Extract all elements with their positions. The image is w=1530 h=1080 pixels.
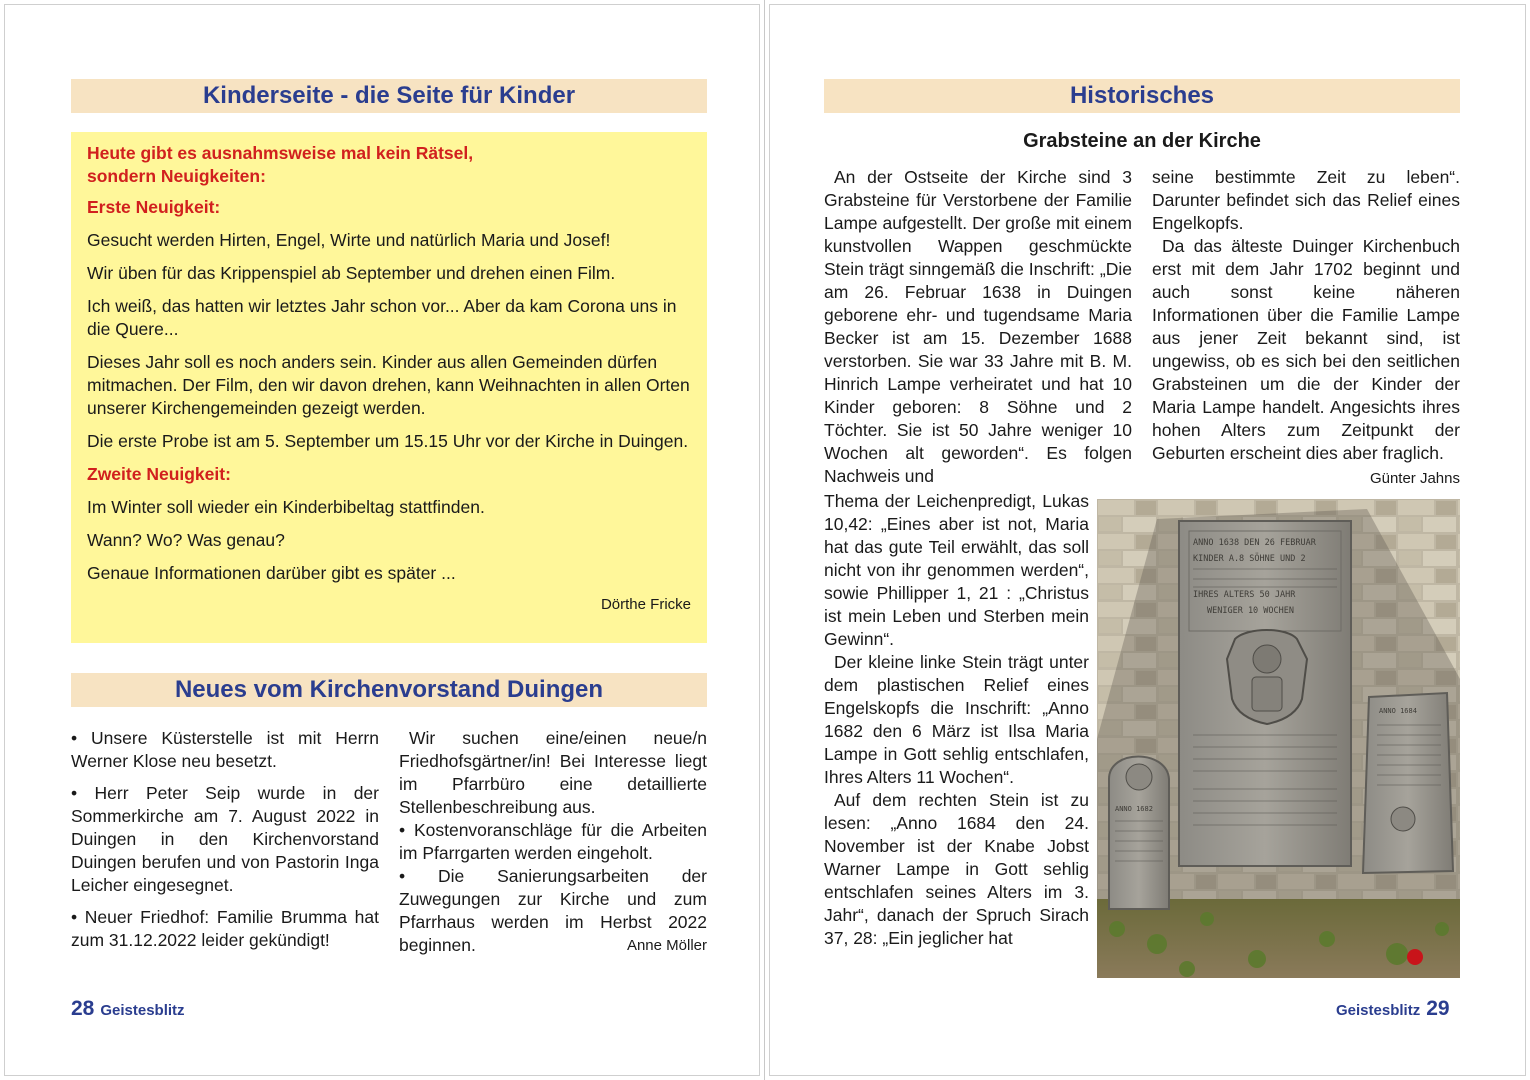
stone-inscription: ANNO 1638 DEN 26 FEBRUAR [1193,538,1316,548]
historisches-heading [824,79,1460,113]
history-paragraph [1152,235,1460,487]
gravestones-illustration [1097,499,1460,978]
stone-inscription: ANNO 1684 [1379,707,1417,715]
list-item: • Neuer Friedhof: Familie Brumma hat zum 31.12.2022 leider gekündigt! [71,907,379,950]
kinder-author: Dörthe Fricke [600,596,691,613]
kinder-paragraph: Gesucht werden Hirten, Engel, Wirte und natürlich Maria und Josef! [87,230,611,250]
history-paragraph: seine bestimmte Zeit zu leben“. Darunter befindet sich das Relief eines Engelkopfs. [1152,167,1460,233]
list-item-text: • Die Sanierungsarbeiten der Zuwegungen zur Kirche und zum Pfarrhaus werden im Herbst 2022 beginnen. [399,866,707,955]
kinderseite-heading-text: Kinderseite - die Seite für Kinder [202,82,576,109]
history-col-left-upper [824,166,1132,488]
stone-inscription: IHRES ALTERS 50 JAHR [1193,590,1296,600]
kinder-paragraph: Wir üben für das Krippenspiel ab September und drehen einen Film. [87,263,616,283]
history-paragraph-text: Da das älteste Duinger Kirchenbuch erst mit dem Jahr 1702 beginnt und auch sonst keine näheren Informationen über die Familie Lampe aus jener Zeit bekannt sind, ist ungewiss, ob es sich bei den seitlichen Grabsteinen um die der Kinder der Maria Lampe handelt. Angesichts ihres hohen Alters zum Zeitpunkt der Geburten erscheint dies aber fraglich. [1152,236,1460,463]
history-paragraph: An der Ostseite der Kirche sind 3 Grabsteine für Verstorbene der Familie Lampe aufgestellt. Der große mit einem kunstvollen Wappen geschmückte Stein trägt sinngemäß die Inschrift: „Die am 26. Februar 1638 in Duingen geborene ehr- und tugendsame Maria Becker ist am 15. Dezember 1688 verstorben. Sie war 33 Jahre mit B. M. Hinrich Lampe verheiratet und hat 10 Kinder geboren: 8 Söhne und 2 Töchter. Sie ist 50 Jahre weniger 10 Wochen alt geworden“. Es folgen Nachweis und [824,167,1132,486]
page-number: 29 [1426,997,1450,1020]
kirchenvorstand-author: Anne Möller [626,937,707,954]
list-item: • Kostenvoranschläge für die Arbeiten im Pfarrgarten werden eingeholt. [399,820,707,863]
list-item: • Herr Peter Seip wurde in der Sommerkirche am 7. August 2022 in Duingen in den Kirchenvorstand Duingen berufen und von Pastorin Inga Leicher eingesegnet. [71,783,379,895]
second-news-heading: Zweite Neuigkeit: [87,464,231,484]
stone-inscription: WENIGER 10 WOCHEN [1207,606,1294,616]
magazine-name: Geistesblitz [100,1002,185,1019]
kinderseite-heading [71,79,707,113]
history-paragraph: Thema der Leichenpredigt, Lukas 10,42: „Eines aber ist not, Maria hat das gute Teil erwählt, das soll nicht von ihr genommen werden“, sowie Phillipper 1, 21 : „Christus ist mein Leben und Sterben mein Gewinn“. [824,491,1089,649]
article-subheading: Grabsteine an der Kirche [1023,130,1261,152]
list-item [399,865,707,957]
right-footer [1336,997,1450,1021]
stone-inscription: KINDER A.8 SÖHNE UND 2 [1193,554,1306,564]
kinder-paragraph: Ich weiß, das hatten wir letztes Jahr schon vor... Aber da kam Corona uns in die Quere... [87,296,677,339]
history-paragraph: Auf dem rechten Stein ist zu lesen: „Anno 1684 den 24. November ist der Knabe Jobst Warner Lampe in Gott sehlig entschlafen seines Alters im 3. Jahr“, danach der Spruch Sirach 37, 28: „Ein jeglicher hat [824,790,1089,948]
kinder-paragraph: Die erste Probe ist am 5. September um 15.15 Uhr vor der Kirche in Duingen. [87,431,689,451]
history-col-left-lower [824,490,1089,950]
kinder-paragraph: Genaue Informationen darüber gibt es später ... [87,563,456,583]
list-item: • Unsere Küsterstelle ist mit Herrn Werner Klose neu besetzt. [71,728,379,771]
kirchenvorstand-col2 [399,727,707,957]
history-paragraph: Der kleine linke Stein trägt unter dem plastischen Relief eines Engelskopfs die Inschrift: „Anno 1682 den 6 März ist Ilsa Maria Lampe in Gott sehlig entschlafen, Ihres Alters 11 Wochen“. [824,652,1089,787]
kirchenvorstand-heading-text: Neues vom Kirchenvorstand Duingen [174,676,604,703]
kinder-intro-line1: Heute gibt es ausnahmsweise mal kein Rätsel, [87,143,474,163]
kinderseite-box [71,132,707,643]
history-author: Günter Jahns [1369,470,1460,487]
kinder-intro [87,142,691,188]
kinder-intro-line2: sondern Neuigkeiten: [87,166,266,186]
first-news-heading: Erste Neuigkeit: [87,197,221,217]
kirchenvorstand-heading [71,673,707,707]
kinder-paragraph: Dieses Jahr soll es noch anders sein. Kinder aus allen Gemeinden dürfen mitmachen. Der Film, den wir davon drehen, kann Weihnachten in allen Orten unserer Kirchengemeinden gezeigt werden. [87,352,690,418]
stone-inscription: ANNO 1682 [1115,805,1153,813]
page-number: 28 [71,997,95,1020]
left-footer [71,997,185,1021]
kirchenvorstand-col1 [71,727,379,952]
kinder-paragraph: Wann? Wo? Was genau? [87,530,285,550]
history-col-right [1152,166,1460,490]
list-item: Wir suchen eine/einen neue/n Friedhofsgärtner/in! Bei Interesse liegt im Pfarrbüro eine detaillierte Stellenbeschreibung aus. [399,728,707,817]
gravestones-photo [1097,499,1460,978]
kinder-paragraph: Im Winter soll wieder ein Kinderbibeltag stattfinden. [87,497,485,517]
magazine-name: Geistesblitz [1336,1002,1421,1019]
historisches-heading-text: Historisches [1069,82,1215,109]
